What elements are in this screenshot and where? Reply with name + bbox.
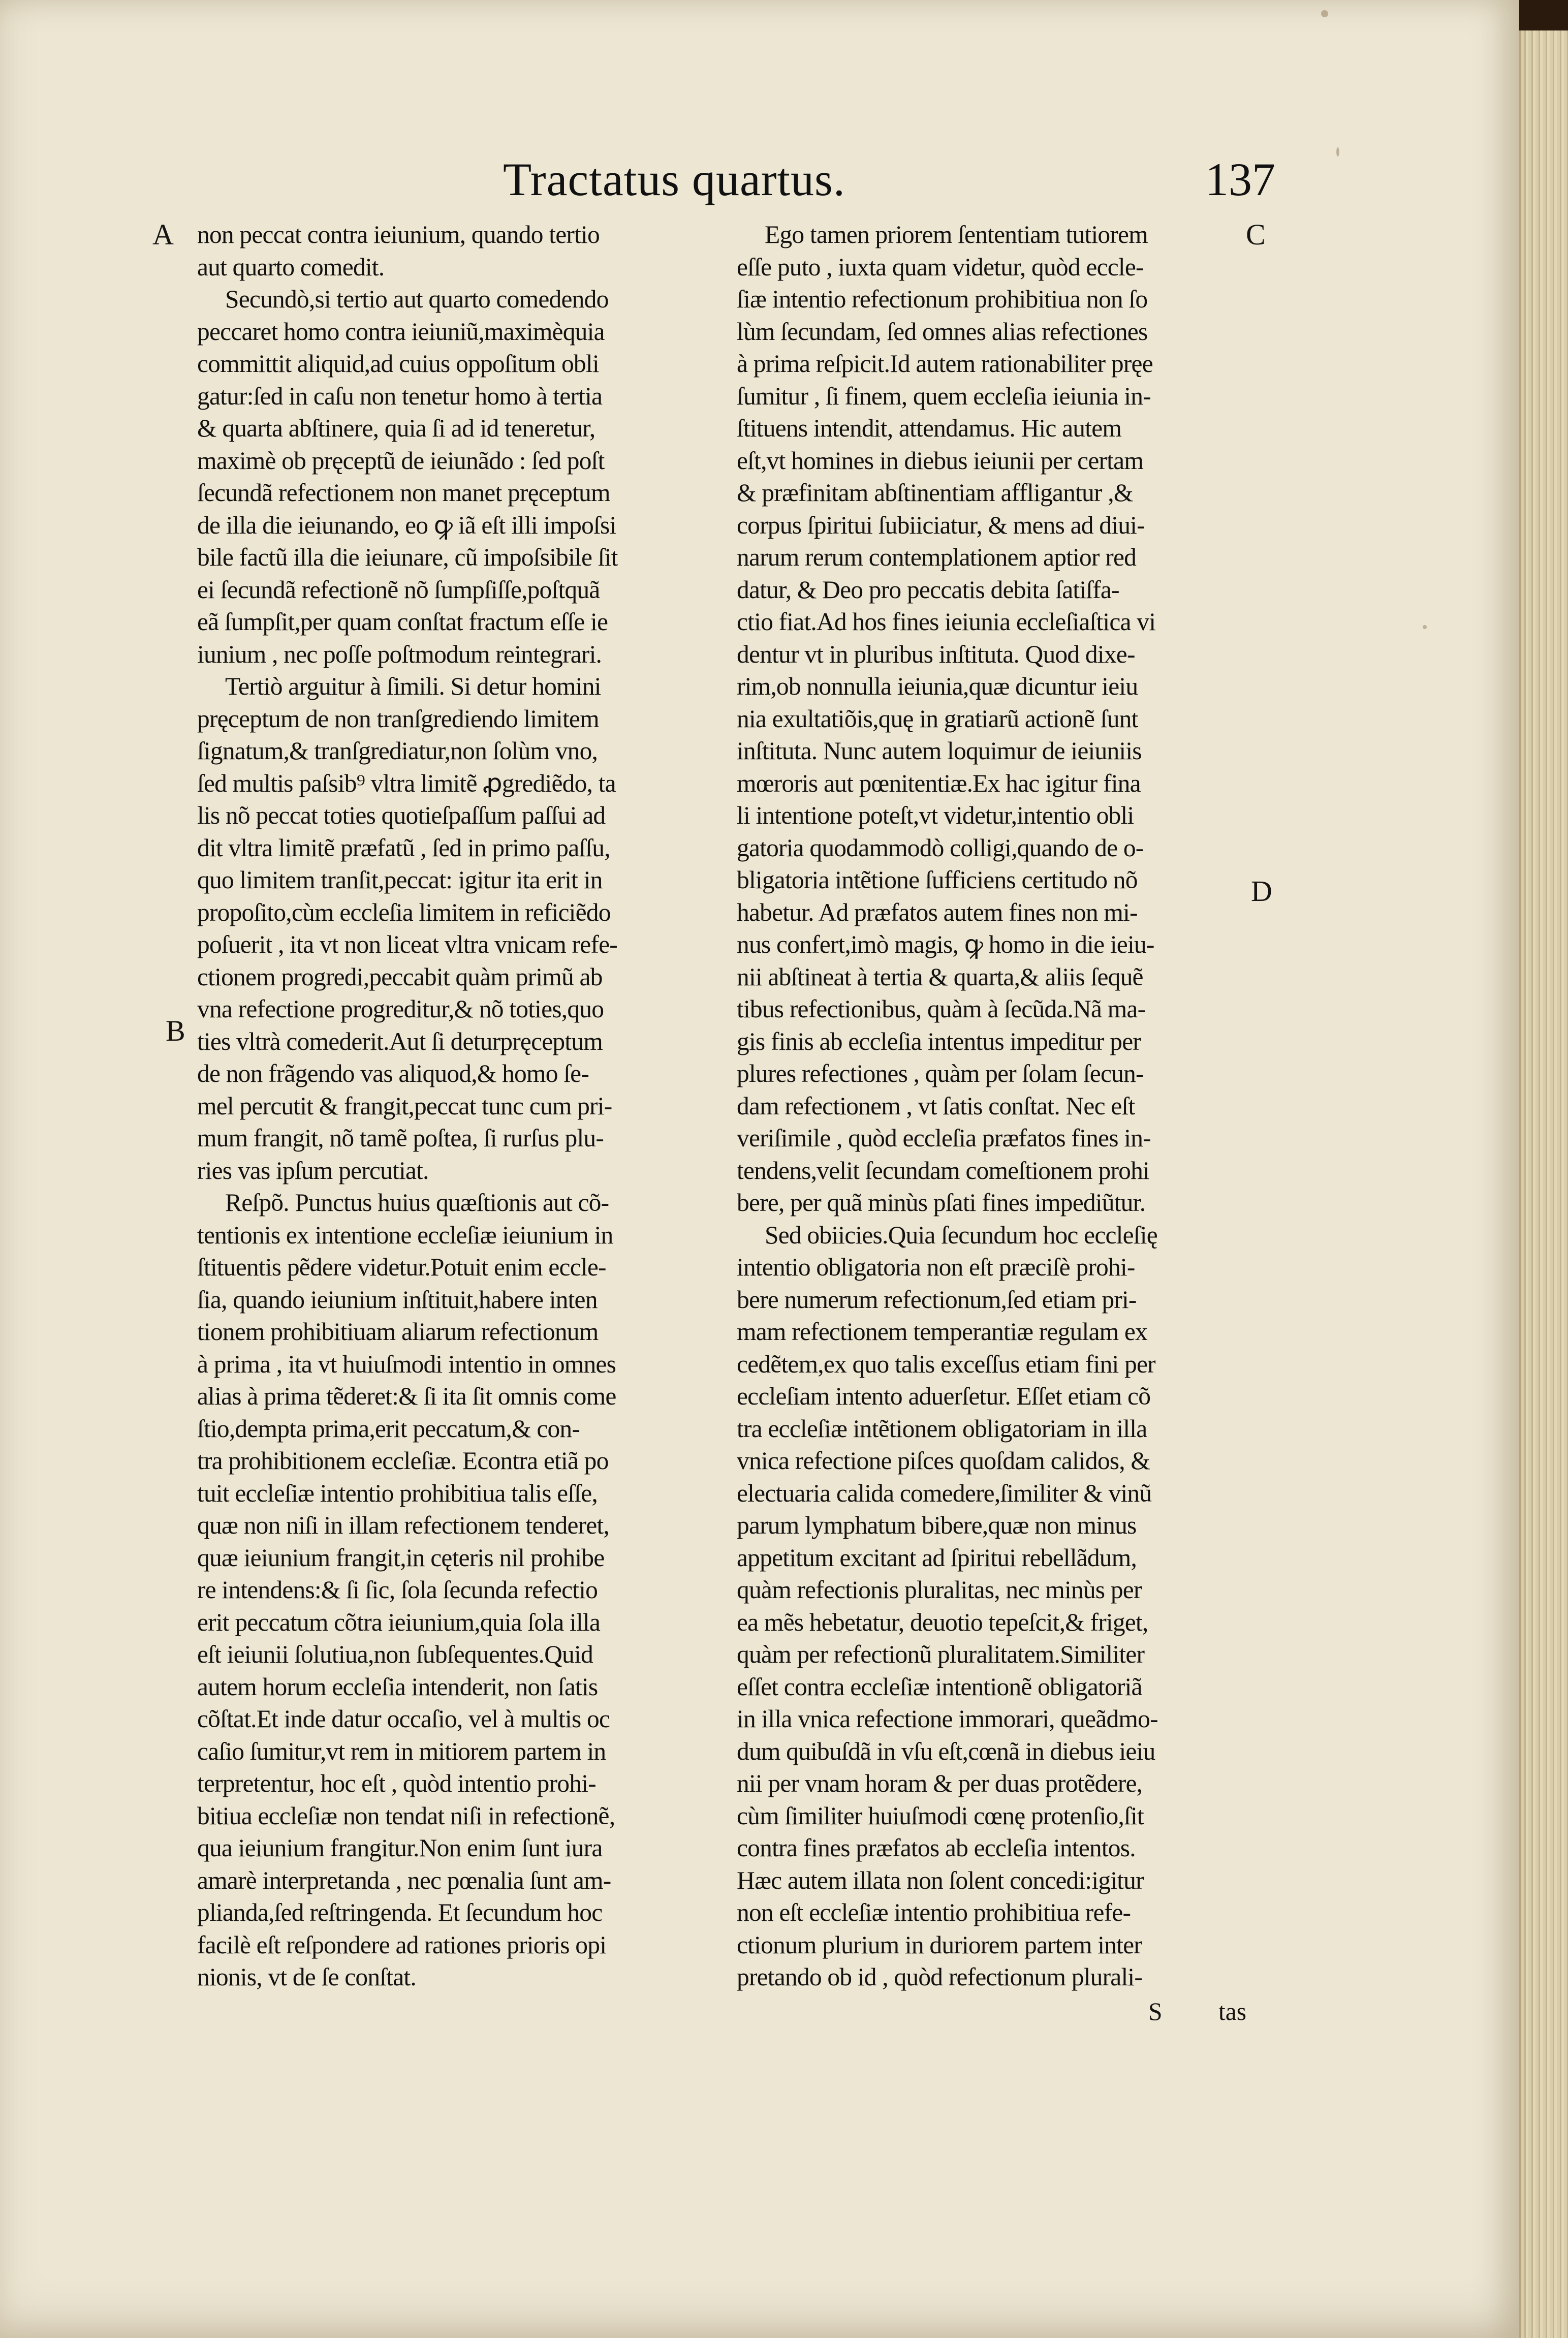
text-line: vna refectione progreditur,& nõ toties,quo [197,995,604,1023]
text-line: bitiua eccleſiæ non tendat niſi in refectionẽ, [197,1801,615,1830]
text-line: electuaria calida comedere,ſimiliter & vinũ [737,1479,1152,1507]
text-line: contra fines præfatos ab eccleſia intentos. [737,1834,1136,1862]
text-line: ſed multis paſsib⁹ vltra limitẽ ꝓgrediẽdo, ta [197,769,616,797]
text-line: quàm refectionis pluralitas, nec minùs per [737,1576,1142,1604]
text-line: ſignatum,& tranſgrediatur,non ſolùm vno, [197,737,598,765]
margin-letter-c: C [1246,218,1266,251]
text-line: Reſpõ. Punctus huius quæſtionis aut cõ- [225,1189,609,1217]
text-line: ſiæ intentio refectionum prohibitiua non ſo [737,285,1148,313]
text-line: cùm ſimiliter huiuſmodi cœnę protenſio,ſit [737,1801,1144,1830]
text-line: mam refectionem temperantiæ regulam ex [737,1318,1148,1346]
text-line: à prima , ita vt huiuſmodi intentio in omnes [197,1350,616,1378]
catchword: tas [1218,1998,1246,2025]
text-line: aut quarto comedit. [197,253,385,281]
text-line: dentur vt in pluribus inſtituta. Quod dixe- [737,640,1135,668]
text-line: ea mẽs hebetatur, deuotio tepeſcit,& friget, [737,1608,1148,1636]
text-line: mœroris aut pœnitentiæ.Ex hac igitur fina [737,769,1141,797]
text-line: & quarta abſtinere, quia ſi ad id teneretur, [197,414,595,442]
text-line: gatoria quodammodò colligi,quando de o- [737,833,1144,862]
text-line: eã ſumpſit,per quam conſtat fractum eſſe ie [197,608,608,636]
text-line: ſumitur , ſi finem, quem eccleſia ieiunia in- [737,382,1151,410]
text-line: inſtituta. Nunc autem loquimur de ieiuniis [737,737,1142,765]
text-line: mum frangit, nõ tamẽ poſtea, ſi rurſus plu- [197,1124,604,1152]
running-header [503,152,1275,208]
text-line: plures refectiones , quàm per ſolam ſecun- [737,1059,1144,1087]
text-line: eſſe puto , iuxta quam videtur, quòd eccle- [737,253,1144,281]
text-line: rim,ob nonnulla ieiunia,quæ dicuntur ieiu [737,672,1138,700]
text-line: bere, per quã minùs pſati fines impediũtur. [737,1189,1146,1217]
text-line: quæ non niſi in illam refectionem tenderet, [197,1511,609,1539]
text-line: dam refectionem , vt ſatis conſtat. Nec eſt [737,1092,1135,1120]
text-line: terpretentur, hoc eſt , quòd intentio prohi- [197,1769,596,1797]
text-line: iunium , nec poſſe poſtmodum reintegrari. [197,640,602,668]
text-line: plianda,ſed reſtringenda. Et ſecundum hoc [197,1898,603,1926]
text-line: & præfinitam abſtinentiam affligantur ,& [737,479,1133,507]
text-line: pretando ob id , quòd refectionum plurali- [737,1963,1143,1991]
text-line: bligatoria intẽtione ſufficiens certitudo nõ [737,866,1138,894]
text-line: ſia, quando ieiunium inſtituit,habere inten [197,1285,598,1314]
text-line: datur, & Deo pro peccatis debita ſatiſfa- [737,575,1119,604]
text-line: re intendens:& ſi ſic, ſola ſecunda refectio [197,1576,598,1604]
margin-letter-b: B [166,1014,185,1047]
paper-stain [1336,147,1339,157]
text-line: in illa vnica refectione immorari, queãdmo- [737,1705,1158,1733]
text-line: appetitum excitant ad ſpiritui rebellãdum, [737,1543,1137,1572]
text-line: maximè ob pręceptũ de ieiunãdo : ſed poſt [197,446,605,475]
text-line: poſuerit , ita vt non liceat vltra vnicam refe- [197,930,617,958]
text-line: Ego tamen priorem ſententiam tutiorem [765,221,1148,248]
text-line: Hæc autem illata non ſolent concedi:igitur [737,1866,1144,1894]
text-line: quæ ieiunium frangit,in cęteris nil prohibe [197,1543,605,1572]
text-line: nii abſtineat à tertia & quarta,& aliis ſequẽ [737,962,1143,991]
text-line: erit peccatum cõtra ieiunium,quia ſola illa [197,1608,601,1636]
text-line: intentio obligatoria non eſt præciſè prohi- [737,1253,1135,1281]
text-line: parum lymphatum bibere,quæ non minus [737,1511,1137,1539]
text-line: gis finis ab eccleſia intentus impeditur per [737,1027,1141,1055]
text-line: de non frãgendo vas aliquod,& homo ſe- [197,1059,589,1087]
text-line: non peccat contra ieiunium, quando tertio [197,221,600,248]
text-line: tra eccleſiæ intẽtionem obligatoriam in illa [737,1414,1147,1443]
text-line: tendens,velit ſecundam comeſtionem prohi [737,1156,1150,1184]
text-line: nia exultatiõis,quę in gratiarũ actionẽ ſunt [737,704,1138,733]
text-line: committit aliquid,ad cuius oppoſitum obli [197,350,599,378]
text-line: veriſimile , quòd eccleſia præfatos fines in- [737,1124,1151,1152]
text-line: cedẽtem,ex quo talis exceſſus etiam fini per [737,1350,1155,1378]
text-line: alias à prima tẽderet:& ſi ita ſit omnis come [197,1382,616,1410]
text-line: ſtituens intendit, attendamus. Hic autem [737,414,1122,442]
text-line: tra prohibitionem eccleſiæ. Econtra etiã po [197,1447,609,1475]
text-line: ctionem progredi,peccabit quàm primũ ab [197,962,603,991]
text-line: ſtio,dempta prima,erit peccatum,& con- [197,1414,580,1443]
right-column [737,219,1268,1993]
left-column [197,219,743,1993]
text-line: Sed obiicies.Quia ſecundum hoc eccleſię [765,1221,1157,1249]
text-line: dit vltra limitẽ præfatũ , ſed in primo paſſu, [197,833,610,862]
text-line: lis nõ peccat toties quotieſpaſſum paſſui ad [197,801,606,829]
text-line: quàm per refectionũ pluralitatem.Similiter [737,1640,1145,1668]
text-line: eſt ieiunii ſolutiua,non ſubſequentes.Quid [197,1640,593,1668]
text-line: li intentione poteſt,vt videtur,intentio obli [737,801,1134,829]
text-line: ties vltrà comederit.Aut ſi deturpręceptum [197,1027,603,1055]
text-line: facilè eſt reſpondere ad rationes prioris opi [197,1930,607,1959]
text-line: non eſt eccleſiæ intentio prohibitiua refe- [737,1898,1131,1926]
text-line: eſt,vt homines in diebus ieiunii per certam [737,446,1144,475]
text-line: ei ſecundã refectionẽ nõ ſumpſiſſe,poſtquã [197,575,600,604]
text-line: quo limitem tranſit,peccat: igitur ita erit in [197,866,603,894]
text-line: eccleſiam intento aduerſetur. Eſſet etiam cõ [737,1382,1151,1410]
text-line: bere numerum refectionum,ſed etiam pri- [737,1285,1137,1314]
text-line: nus confert,imò magis, ꝙ homo in die ieiu- [737,930,1154,958]
text-line: bile factũ illa die ieiunare, cũ impoſsibile ſit [197,543,618,571]
text-line: propoſito,cùm eccleſia limitem in reficiẽdo [197,898,611,926]
text-line: à prima reſpicit.Id autem rationabiliter pręe [737,350,1153,378]
text-line: nii per vnam horam & per duas protẽdere, [737,1769,1143,1797]
text-line: qua ieiunium frangitur.Non enim ſunt iura [197,1834,603,1862]
text-line: mel percutit & frangit,peccat tunc cum pri- [197,1092,612,1120]
text-line: corpus ſpiritui ſubiiciatur, & mens ad diui- [737,511,1145,539]
text-line: dum quibuſdã in vſu eſt,cœnã in diebus ieiu [737,1737,1155,1765]
text-line: cõſtat.Et inde datur occaſio, vel à multis oc [197,1705,610,1733]
text-line: ſtituentis pẽdere videtur.Potuit enim eccle- [197,1253,606,1281]
text-line: ſecundã refectionem non manet pręceptum [197,479,610,507]
paper-stain [1321,10,1328,17]
text-line: vnica refectione piſces quoſdam calidos, & [737,1447,1150,1475]
text-line: caſio ſumitur,vt rem in mitiorem partem in [197,1737,606,1765]
text-line: autem horum eccleſia intenderit, non ſatis [197,1672,598,1701]
page-edge-stack [1519,30,1568,2338]
text-line: tentionis ex intentione eccleſiæ ieiunium in [197,1221,613,1249]
text-line: gatur:ſed in caſu non tenetur homo à tertia [197,382,603,410]
signature-mark: S [1148,1998,1163,2025]
margin-letter-a: A [152,218,174,251]
page-number: 137 [1205,153,1275,205]
text-line: lùm ſecundam, ſed omnes alias refectiones [737,317,1148,346]
header-title: Tractatus quartus. [503,153,845,205]
text-line: peccaret homo contra ieiuniũ,maximèquia [197,317,605,346]
text-line: narum rerum contemplationem aptior red [737,543,1137,571]
text-line: pręceptum de non tranſgrediendo limitem [197,704,599,733]
margin-letter-d: D [1251,875,1272,908]
text-line: de illa die ieiunando, eo ꝙ iã eſt illi impoſsi [197,511,616,539]
text-line: Tertiò arguitur à ſimili. Si detur homini [225,672,601,700]
text-line: nionis, vt de ſe conſtat. [197,1963,416,1991]
text-line: tuit eccleſiæ intentio prohibitiua talis eſſe, [197,1479,598,1507]
text-line: tibus refectionibus, quàm à ſecũda.Nã ma- [737,995,1146,1023]
text-line: amarè interpretanda , nec pœnalia ſunt am- [197,1866,611,1894]
paper-stain [1423,625,1427,629]
text-line: ries vas ipſum percutiat. [197,1156,429,1184]
text-line: eſſet contra eccleſiæ intentionẽ obligatoriã [737,1672,1142,1701]
text-line: tionem prohibitiuam aliarum refectionum [197,1318,599,1346]
text-line: ctionum plurium in duriorem partem inter [737,1930,1142,1959]
text-line: habetur. Ad præfatos autem fines non mi- [737,898,1138,926]
text-line: ctio fiat.Ad hos fines ieiunia eccleſiaſtica vi [737,608,1156,636]
text-line: Secundò,si tertio aut quarto comedendo [225,285,609,313]
